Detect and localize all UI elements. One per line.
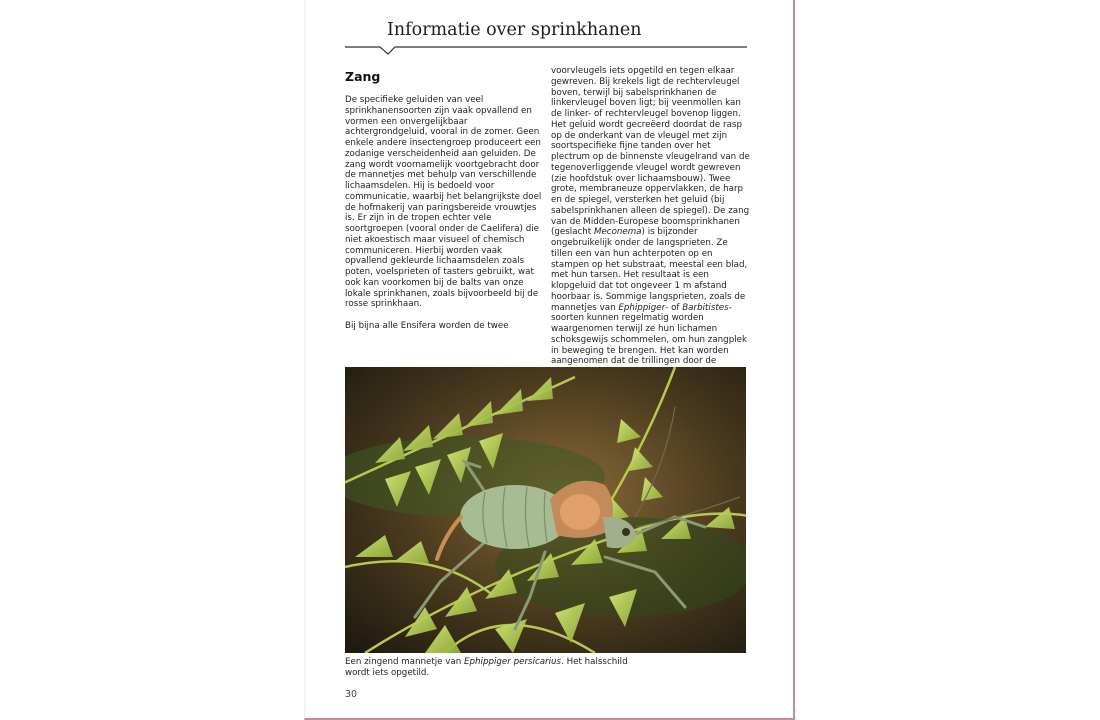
header-rule — [345, 46, 747, 66]
text-column-right — [551, 66, 750, 389]
bush-cricket-photo — [345, 367, 746, 653]
photo-caption: Een zingend mannetje van Ephippiger persicarius. Het halsschild wordt iets opgetild. — [345, 657, 628, 678]
text-column-left — [345, 69, 544, 342]
page-number: 30 — [345, 689, 358, 700]
section-heading: Zang — [345, 69, 381, 84]
species-name: Ephippiger persicarius — [464, 657, 562, 667]
book-page — [304, 0, 795, 720]
paragraph: Bij bijna alle Ensifera worden de twee — [345, 320, 509, 331]
chapter-title: Informatie over sprinkhanen — [387, 20, 642, 40]
paragraph: De specifieke geluiden van veel sprinkhanensoorten zijn vaak opvallend en vormen een onvergelijkbaar achtergrondgeluid, vooral in de zomer. Geen enkele andere insectengroep produceert een zodanige verscheidenheid aan geluiden. De zang wordt voornamelijk voortgebracht door de mannetjes met behulp van verschillende lichaamsdelen. Hij is bedoeld voor communicatie, waarbij het belangrijkste doel de hofmakerij van paringsbereide vrouwtjes is. Er zijn in de tropen echter vele soortgroepen (vooral onder de Caelifera) die niet akoestisch maar visueel of chemisch communiceren. Hierbij worden vaak opvallend gekleurde lichaamsdelen zoals poten, voelsprieten of tasters gebruikt, wat ook kan voorkomen bij de balts van onze lokale sprinkhanen, zoals bijvoorbeeld bij de rosse sprinkhaan. — [345, 95, 542, 310]
paragraph-continued: voorvleugels iets opgetild en tegen elkaar gewreven. Bij krekels ligt de rechtervleugel boven, terwijl bij sabelsprinkhanen de linkervleugel boven ligt; bij veenmollen kan de linker- of rechtervleugel bovenop liggen. Het geluid wordt gecreëerd doordat de rasp op de onderkant van de vleugel met zijn soortspecifieke fijne tanden over het plectrum op de binnenste vleugelrand van de tegenoverliggende vleugel wordt gewreven (zie hoofdstuk over lichaamsbouw). Twee grote, membraneuze oppervlakken, de harp en de spiegel, versterken het geluid (bij sabelsprinkhanen alleen de spiegel). De zang van de Midden-Europese boomsprinkhanen (geslacht Meconema) is bijzonder ongebruikelijk onder de langsprieten. Ze tillen een van hun achterpoten op en stampen op het substraat, meestal een blad, met hun tarsen. Het resultaat is een klopgeluid dat tot ongeveer 1 m afstand hoorbaar is. Sommige langsprieten, zoals de mannetjes van Ephippiger- of Barbitistes-soorten kunnen regelmatig worden waargenomen terwijl ze hun lichamen schoksgewijs schommelen, om hun zangplek in beweging te brengen. Het kan worden aangenomen dat de trillingen door de — [551, 66, 750, 367]
